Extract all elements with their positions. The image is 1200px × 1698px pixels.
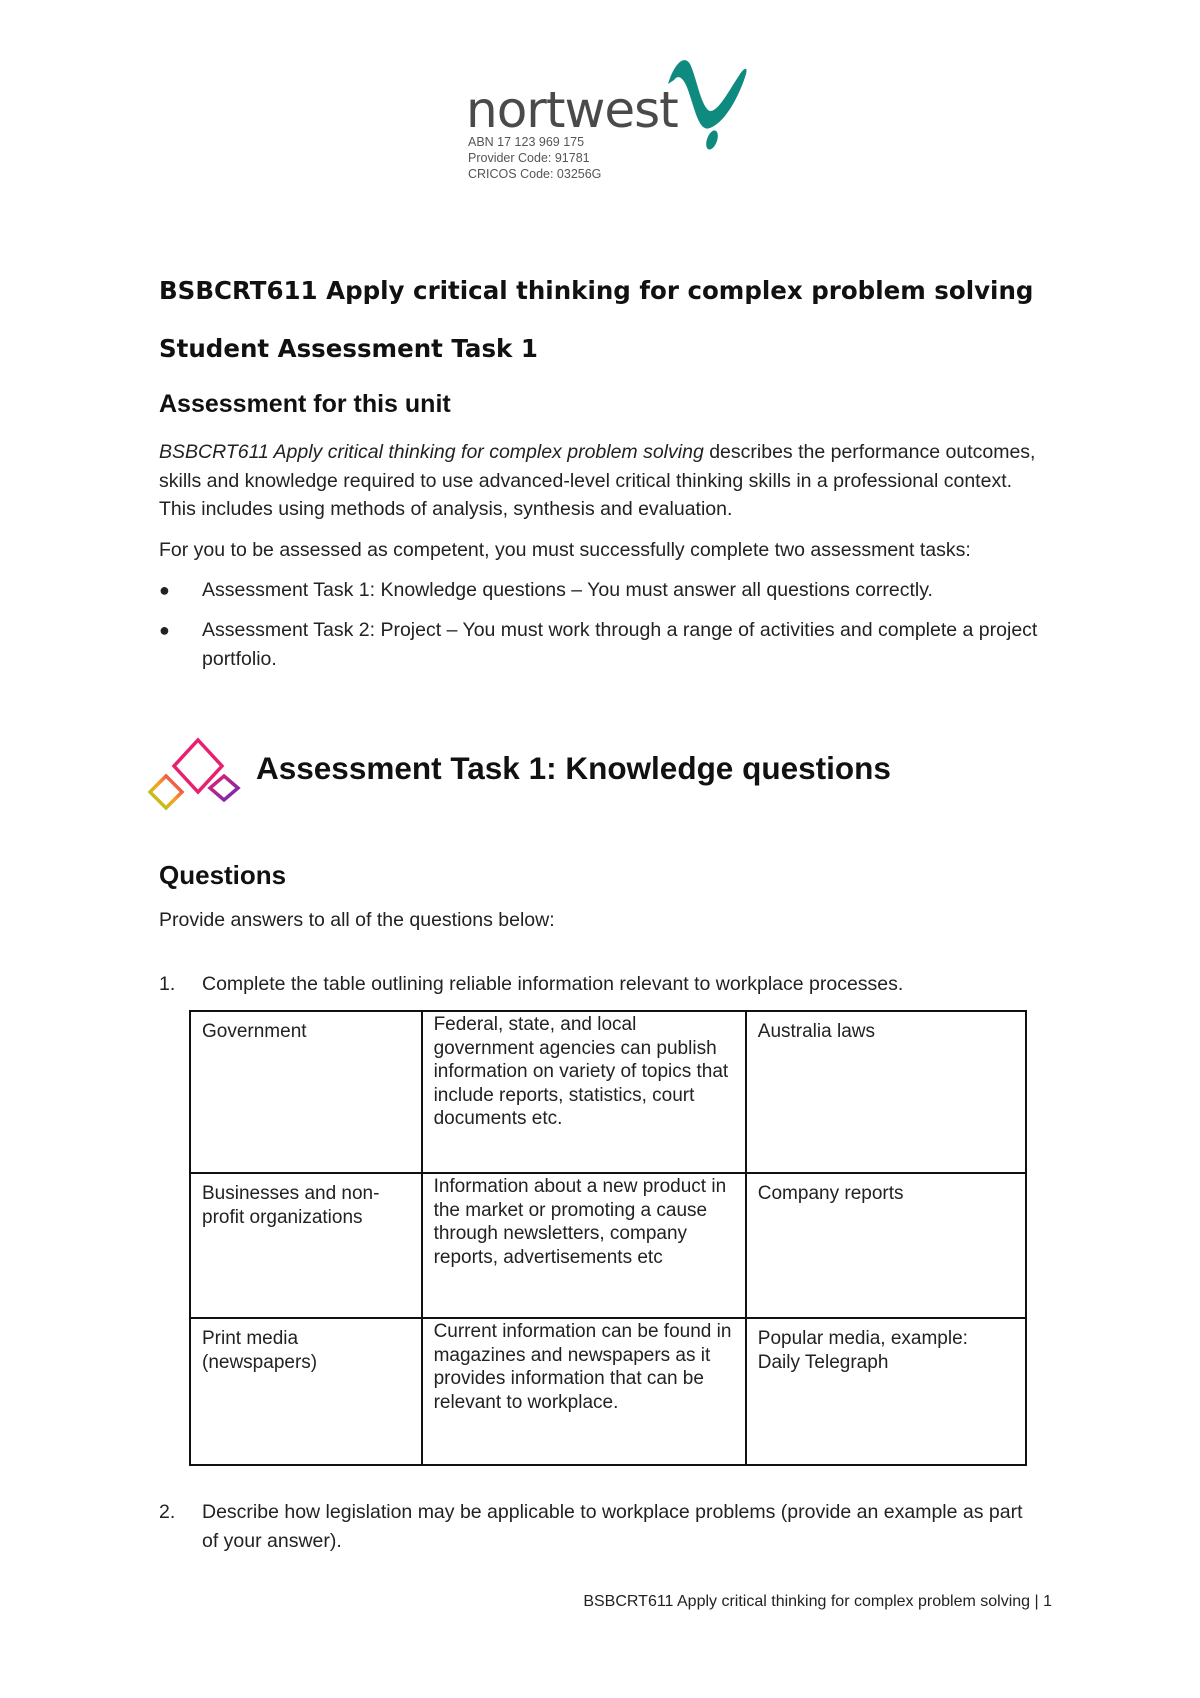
questions-heading: Questions bbox=[159, 860, 287, 890]
table-cell-source: Print media (newspapers) bbox=[190, 1318, 422, 1465]
competence-line: For you to be assessed as competent, you must successfully complete two assessment tasks: bbox=[159, 539, 971, 561]
bullet-icon: ● bbox=[159, 620, 170, 640]
table-row bbox=[190, 1011, 1026, 1173]
logo-abn: ABN 17 123 969 175 bbox=[468, 135, 585, 149]
table-cell-source: Businesses and non-profit organizations bbox=[190, 1173, 422, 1318]
logo-wordmark: nortwest bbox=[466, 81, 678, 139]
task-title: Student Assessment Task 1 bbox=[159, 334, 538, 363]
logo-provider-code: Provider Code: 91781 bbox=[468, 151, 590, 165]
bullet-icon: ● bbox=[159, 580, 170, 600]
intro-unit-name: BSBCRT611 Apply critical thinking for complex problem solving bbox=[159, 441, 704, 463]
logo-cricos-code: CRICOS Code: 03256G bbox=[468, 167, 602, 181]
question-text: Complete the table outlining reliable information relevant to workplace processes. bbox=[202, 973, 904, 995]
list-item bbox=[159, 576, 1039, 605]
intro-description: describes the performance outcomes, skills and knowledge required to use advanced-level critical thinking skills in a professional context. This includes using methods of analysis, synthesis and evaluation. bbox=[159, 441, 1036, 520]
table-cell-source: Government bbox=[190, 1011, 422, 1173]
information-sources-table bbox=[189, 1010, 1027, 1466]
diamonds-icon bbox=[146, 736, 246, 812]
table-cell-example: Company reports bbox=[746, 1173, 1026, 1318]
table-cell-description: Current information can be found in magazines and newspapers as it provides information that can be relevant to workplace. bbox=[422, 1318, 746, 1465]
page-footer: BSBCRT611 Apply critical thinking for complex problem solving | 1 bbox=[583, 1593, 1052, 1610]
question-2 bbox=[159, 1498, 1039, 1556]
table-cell-example: Popular media, example: Daily Telegraph bbox=[746, 1318, 1026, 1465]
bullet-text: Assessment Task 1: Knowledge questions – You must answer all questions correctly. bbox=[202, 579, 933, 601]
table-row bbox=[190, 1173, 1026, 1318]
bullet-text: Assessment Task 2: Project – You must work through a range of activities and complete a project portfolio. bbox=[202, 619, 1038, 670]
task-banner-title: Assessment Task 1: Knowledge questions bbox=[256, 750, 891, 786]
table-row bbox=[190, 1318, 1026, 1465]
logo-swoosh-icon bbox=[666, 44, 750, 154]
question-text: Describe how legislation may be applicable to workplace problems (provide an example as part of your answer). bbox=[202, 1501, 1023, 1552]
question-number: 2. bbox=[159, 1501, 176, 1523]
question-1 bbox=[159, 970, 1039, 999]
nortwest-logo bbox=[466, 44, 746, 184]
table-cell-description: Information about a new product in the market or promoting a cause through newsletters, company reports, advertisements etc bbox=[422, 1173, 746, 1318]
unit-title: BSBCRT611 Apply critical thinking for complex problem solving bbox=[159, 276, 1034, 305]
table-cell-description: Federal, state, and local government agencies can publish information on variety of topics that include reports, statistics, court documents etc. bbox=[422, 1011, 746, 1173]
section-heading: Assessment for this unit bbox=[159, 390, 451, 418]
intro-paragraph bbox=[159, 438, 1039, 524]
question-number: 1. bbox=[159, 973, 176, 995]
list-item bbox=[159, 616, 1039, 674]
table-cell-example: Australia laws bbox=[746, 1011, 1026, 1173]
questions-instruction: Provide answers to all of the questions below: bbox=[159, 909, 555, 931]
